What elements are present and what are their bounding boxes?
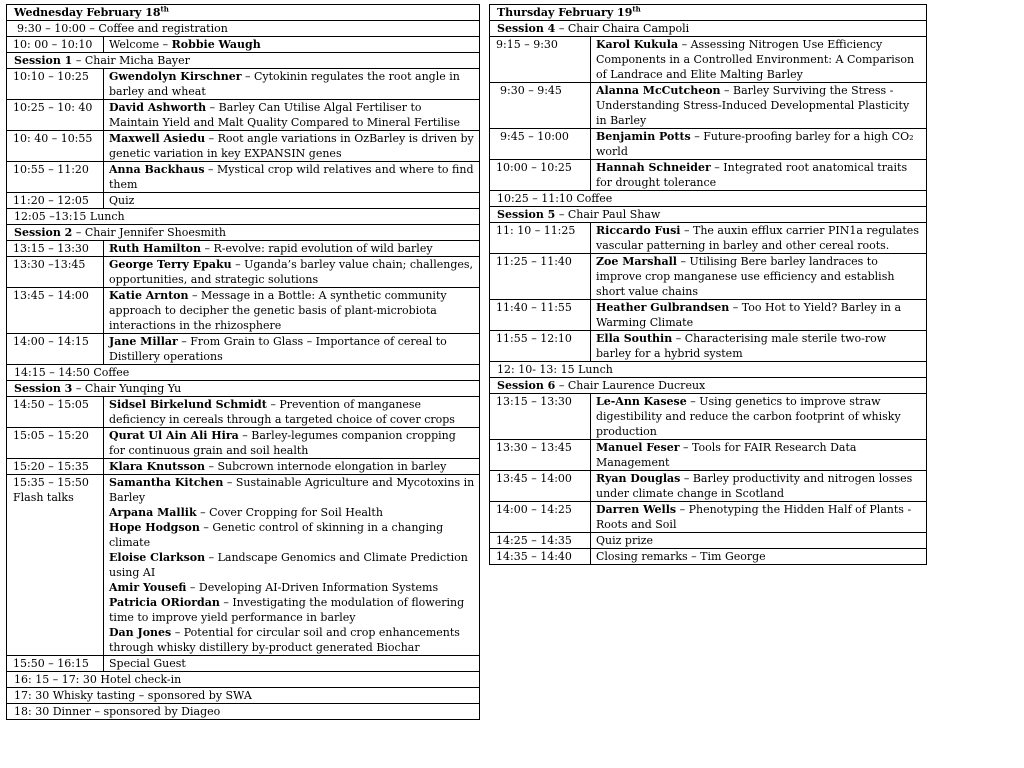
talk-cell [104,131,479,161]
schedule-row [6,475,480,656]
time-text: 13:15 – 13:30 [13,242,89,255]
time-cell [490,160,591,190]
talk-cell [104,37,479,52]
schedule-row [489,549,927,565]
break-text: 9:30 – 10:00 – Coffee and registration [17,22,228,35]
schedule-row [6,100,480,131]
schedule-row [6,193,480,209]
time-cell [7,257,104,287]
schedule-row [6,241,480,257]
talk-title: – From Grain to Glass – Importance of cereal to Distillery operations [109,335,447,363]
break-row [6,672,480,688]
talk-entry [109,241,475,256]
time-text: 11: 10 – 11:25 [496,224,576,237]
talk-entry [596,129,922,159]
speaker-name: Klara Knutsson [109,460,205,473]
talk-entry [596,533,922,548]
time-text: 14:25 – 14:35 [496,534,572,547]
talk-entry [596,160,922,190]
talk-entry [109,475,475,505]
talk-cell [104,257,479,287]
schedule-row [489,160,927,191]
time-text: 10: 00 – 10:10 [13,38,93,51]
talk-cell [104,69,479,99]
session-header [7,225,479,240]
speaker-name: Darren Wells [596,503,677,516]
time-text: 11:20 – 12:05 [13,194,89,207]
talk-entry [109,428,475,458]
talk-cell [104,100,479,130]
speaker-name: Ryan Douglas [596,472,681,485]
speaker-name: Jane Millar [109,335,178,348]
time-cell [7,162,104,192]
speaker-name: Benjamin Potts [596,130,691,143]
talk-title: – Developing AI-Driven Information Systems [186,581,439,594]
time-cell [490,37,591,82]
time-text: 10:10 – 10:25 [13,70,89,83]
talk-title: – Using genetics to improve straw digestibility and reduce the carbon footprint of whisky production [596,395,901,438]
talk-title: – Utilising Bere barley landraces to improve crop manganese use efficiency and establish short value chains [596,255,895,298]
talk-title: Quiz [109,194,135,207]
talk-title: – Assessing Nitrogen Use Efficiency Components in a Controlled Environment: A Comparison of Landrace and Elite Malting Barley [596,38,915,81]
time-text: 11:40 – 11:55 [496,301,572,314]
schedule-row [489,502,927,533]
time-text: 13:15 – 13:30 [496,395,572,408]
talk-entry [596,394,922,439]
talk-title: – Mystical crop wild relatives and where to find them [109,163,474,191]
talk-entry [596,254,922,299]
talk-prefix: Welcome – [109,38,172,51]
talk-title: – Integrated root anatomical traits for drought tolerance [596,161,908,189]
time-cell [7,100,104,130]
session-header [490,378,926,393]
talk-entry [109,69,475,99]
session-header [7,53,479,68]
talk-cell [591,549,926,564]
talk-title: Quiz prize [596,534,654,547]
talk-cell [104,656,479,671]
time-text: 14:00 – 14:25 [496,503,572,516]
speaker-name: Dan Jones [109,626,172,639]
break-text: 16: 15 – 17: 30 Hotel check-in [14,673,182,686]
talk-entry [109,505,475,520]
schedule-row [6,131,480,162]
talk-entry [109,595,475,625]
day-label: Thursday February 19 [497,6,633,19]
schedule-row [489,37,927,83]
talk-title: – Barley-legumes companion cropping for continuous grain and soil health [109,429,456,457]
time-cell [490,502,591,532]
talk-cell [104,288,479,333]
talk-cell [591,331,926,361]
time-text: 14:00 – 14:15 [13,335,89,348]
talk-cell [591,471,926,501]
thursday-schedule-table [489,4,927,565]
time-cell [7,397,104,427]
time-text: 11:25 – 11:40 [496,255,572,268]
talk-title: – Subcrown internode elongation in barley [204,460,447,473]
time-cell [490,254,591,299]
talk-title: – Uganda’s barley value chain; challenges, opportunities, and strategic solutions [109,258,474,286]
day-header-row [489,4,927,21]
break-text: 10:25 – 11:10 Coffee [497,192,613,205]
time-cell [7,459,104,474]
session-label: Session 1 [14,54,73,67]
talk-entry [596,37,922,82]
talk-cell [591,533,926,548]
day-suffix: th [160,4,169,14]
talk-cell [104,241,479,256]
speaker-name: Ruth Hamilton [109,242,201,255]
time-cell [490,440,591,470]
speaker-name: Sidsel Birkelund Schmidt [109,398,267,411]
speaker-name: Katie Arnton [109,289,189,302]
time-text: 13:45 – 14:00 [496,472,572,485]
talk-entry [596,549,922,564]
time-text: 15:05 – 15:20 [13,429,89,442]
talk-title: – Message in a Bottle: A synthetic community approach to decipher the genetic basis of plant-microbiota interactions in the rhizosphere [109,289,447,332]
talk-cell [591,502,926,532]
session-chair: – Chair Chaira Campoli [555,22,690,35]
talk-title: – Root angle variations in OzBarley is driven by genetic variation in key EXPANSIN genes [109,132,474,160]
talk-entry [109,397,475,427]
speaker-name: Alanna McCutcheon [596,84,721,97]
session-header-row [489,207,927,223]
schedule-row [6,69,480,100]
session-header [7,381,479,396]
speaker-name: Riccardo Fusi [596,224,681,237]
talk-cell [591,129,926,159]
time-cell [490,533,591,548]
talk-entry [109,550,475,580]
talk-cell [104,475,479,655]
session-header [490,21,926,36]
talk-entry [109,459,475,474]
day-header [490,5,926,20]
break-row [6,688,480,704]
schedule-row [489,331,927,362]
time-cell [7,656,104,671]
time-cell [490,549,591,564]
talk-entry [596,223,922,253]
talk-entry [109,131,475,161]
talk-title: – Future-proofing barley for a high CO₂ world [596,130,914,158]
time-text: 13:30 – 13:45 [496,441,572,454]
wednesday-schedule-table [6,4,480,720]
talk-cell [591,83,926,128]
speaker-name: Hannah Schneider [596,161,711,174]
speaker-name: Hope Hodgson [109,521,200,534]
session-header [490,207,926,222]
speaker-name: Maxwell Asiedu [109,132,206,145]
talk-title: – Phenotyping the Hidden Half of Plants - Roots and Soil [596,503,912,531]
speaker-name: Zoe Marshall [596,255,677,268]
time-cell [7,131,104,161]
time-cell [490,83,591,128]
time-text: 14:35 – 14:40 [496,550,572,563]
talk-entry [596,440,922,470]
schedule-row [6,37,480,53]
talk-cell [591,37,926,82]
talk-title: – Barley Surviving the Stress - Understanding Stress-Induced Developmental Plasticity in Barley [596,84,910,127]
talk-entry [109,288,475,333]
talk-entry [596,83,922,128]
time-cell [490,223,591,253]
time-text: 11:55 – 12:10 [496,332,572,345]
time-cell [490,129,591,159]
schedule-row [489,533,927,549]
talk-entry [596,300,922,330]
talk-cell [591,300,926,330]
talk-title: – Investigating the modulation of flowering time to improve yield performance in barley [109,596,465,624]
talk-title: – Prevention of manganese deficiency in cereals through a targeted choice of cover crops [109,398,455,426]
talk-title: – Sustainable Agriculture and Mycotoxins in Barley [109,476,475,504]
talk-entry [596,331,922,361]
talk-title: – R-evolve: rapid evolution of wild barley [200,242,433,255]
talk-entry [109,162,475,192]
schedule-row [6,397,480,428]
talk-title: – Characterising male sterile two-row barley for a hybrid system [596,332,887,360]
day-label: Wednesday February 18 [14,6,161,19]
speaker-name: Amir Yousefi [109,581,187,594]
schedule-row [6,257,480,288]
talk-title: – Genetic control of skinning in a changing climate [109,521,444,549]
speaker-name: Arpana Mallik [109,506,197,519]
speaker-name: Heather Gulbrandsen [596,301,730,314]
speaker-name: Qurat Ul Ain Ali Hira [109,429,239,442]
speaker-name: Robbie Waugh [171,38,261,51]
time-text: 13:30 –13:45 [13,258,86,271]
schedule-row [489,129,927,160]
session-chair: – Chair Paul Shaw [555,208,661,221]
speaker-name: Gwendolyn Kirschner [109,70,242,83]
talk-cell [591,440,926,470]
time-cell [7,428,104,458]
speaker-name: George Terry Epaku [109,258,232,271]
schedule-row [6,656,480,672]
time-text: 15:35 – 15:50 [13,476,89,489]
talk-entry [109,334,475,364]
break-row [489,362,927,378]
talk-title: Special Guest [109,657,186,670]
talk-cell [591,223,926,253]
talk-entry [109,625,475,655]
session-chair: – Chair Yunqing Yu [72,382,182,395]
time-text: 15:20 – 15:35 [13,460,89,473]
day-suffix: th [632,4,641,14]
schedule-row [489,254,927,300]
session-header-row [6,381,480,397]
talk-cell [104,428,479,458]
session-header-row [489,21,927,37]
time-text: 9:30 – 9:45 [500,84,562,97]
talk-cell [104,397,479,427]
break-row [6,209,480,225]
time-text: 10: 40 – 10:55 [13,132,93,145]
time-text: 10:55 – 11:20 [13,163,89,176]
talk-cell [104,334,479,364]
speaker-name: Samantha Kitchen [109,476,224,489]
speaker-name: Le-Ann Kasese [596,395,687,408]
talk-entry [596,471,922,501]
schedule-row [489,394,927,440]
break-text: 12:05 –13:15 Lunch [14,210,125,223]
session-header-row [6,53,480,69]
time-cell [490,331,591,361]
session-chair: – Chair Jennifer Shoesmith [72,226,226,239]
talk-title: – Cytokinin regulates the root angle in barley and wheat [109,70,460,98]
time-text: 14:50 – 15:05 [13,398,89,411]
break-text: 17: 30 Whisky tasting – sponsored by SWA [14,689,252,702]
schedule-row [489,300,927,331]
schedule-row [489,83,927,129]
time-cell [7,288,104,333]
schedule-row [6,334,480,365]
talk-entry [596,502,922,532]
time-cell [7,241,104,256]
break-row [489,191,927,207]
speaker-name: Anna Backhaus [109,163,205,176]
talk-cell [591,160,926,190]
day-header [7,5,479,20]
schedule-row [489,223,927,254]
speaker-name: Manuel Feser [596,441,680,454]
session-header-row [6,225,480,241]
schedule-row [6,162,480,193]
schedule-row [6,428,480,459]
speaker-name: David Ashworth [109,101,207,114]
talk-cell [591,254,926,299]
time-text: 10:00 – 10:25 [496,161,572,174]
talk-entry [109,580,475,595]
time-cell [7,193,104,208]
talk-title: – The auxin efflux carrier PIN1a regulates vascular patterning in barley and other cereal roots. [596,224,919,252]
session-header-row [489,378,927,394]
break-row [6,365,480,381]
time-cell [490,471,591,501]
talk-title: – Tools for FAIR Research Data Management [596,441,857,469]
talk-entry [109,100,475,130]
talk-cell [591,394,926,439]
session-chair: – Chair Laurence Ducreux [555,379,706,392]
talk-title: – Barley productivity and nitrogen losses under climate change in Scotland [596,472,913,500]
schedule-row [489,440,927,471]
time-cell [490,300,591,330]
talk-title: – Landscape Genomics and Climate Prediction using AI [109,551,468,579]
time-cell [7,37,104,52]
session-label: Session 2 [14,226,73,239]
speaker-name: Ella Southin [596,332,673,345]
break-text: 14:15 – 14:50 Coffee [14,366,130,379]
break-text: 12: 10- 13: 15 Lunch [497,363,613,376]
time-cell [7,69,104,99]
time-text: 9:15 – 9:30 [496,38,558,51]
schedule-rows [6,21,480,720]
speaker-name: Patricia ORiordan [109,596,220,609]
schedule-row [489,471,927,502]
time-cell [490,394,591,439]
session-chair: – Chair Micha Bayer [72,54,190,67]
talk-entry [109,257,475,287]
talk-cell [104,193,479,208]
talk-entry [109,37,475,52]
talk-cell [104,162,479,192]
talk-entry [109,520,475,550]
speaker-name: Karol Kukula [596,38,679,51]
time-cell [7,334,104,364]
schedule-row [6,288,480,334]
break-text: 18: 30 Dinner – sponsored by Diageo [14,705,221,718]
talk-cell [104,459,479,474]
time-text: 15:50 – 16:15 [13,657,89,670]
time-note: Flash talks [13,491,74,504]
talk-title: – Too Hot to Yield? Barley in a Warming Climate [596,301,902,329]
day-header-row [6,4,480,21]
schedule-rows [489,21,927,565]
time-cell [7,475,104,655]
schedule-row [6,459,480,475]
talk-entry [109,193,475,208]
break-row [6,21,480,37]
speaker-name: Eloise Clarkson [109,551,206,564]
talk-title: Closing remarks – Tim George [596,550,766,563]
talk-entry [109,656,475,671]
time-text: 13:45 – 14:00 [13,289,89,302]
time-text: 10:25 – 10: 40 [13,101,93,114]
time-text: 9:45 – 10:00 [500,130,569,143]
talk-title: – Barley Can Utilise Algal Fertiliser to Maintain Yield and Malt Quality Compared to Mineral Fertilise [109,101,460,129]
session-label: Session 5 [497,208,556,221]
session-label: Session 3 [14,382,73,395]
session-label: Session 6 [497,379,556,392]
talk-title: – Potential for circular soil and crop enhancements through whisky distillery by-product generated Biochar [109,626,460,654]
talk-title: – Cover Cropping for Soil Health [196,506,383,519]
break-row [6,704,480,720]
session-label: Session 4 [497,22,556,35]
